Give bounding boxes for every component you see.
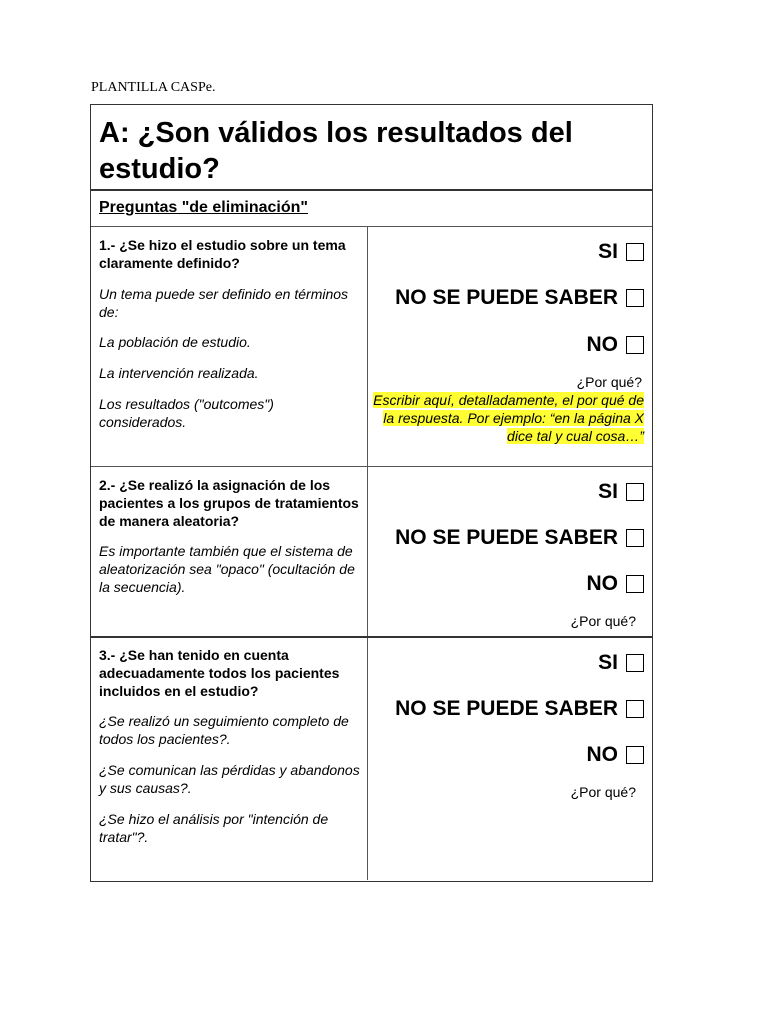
option-unknown[interactable]: [395, 697, 644, 721]
question-cell: [91, 638, 368, 880]
subsection-title: Preguntas "de eliminación": [99, 199, 308, 216]
option-label: NO SE PUEDE SABER: [395, 697, 618, 720]
option-yes[interactable]: [598, 480, 644, 504]
explanation-field[interactable]: [372, 391, 644, 445]
question-note: Un tema puede ser definido en términos de:: [99, 286, 349, 320]
question-hint: [99, 364, 361, 382]
option-no[interactable]: [587, 333, 645, 357]
section-title: A: ¿Son válidos los resultados del estudio?: [99, 117, 573, 185]
option-label: NO: [586, 333, 618, 356]
checkbox[interactable]: [626, 654, 644, 672]
question-row-1: [91, 227, 652, 467]
question-hint: [99, 542, 361, 596]
question-cell: [91, 227, 368, 466]
checkbox[interactable]: [626, 575, 644, 593]
why-label: ¿Por qué?: [570, 784, 636, 800]
question-title: 1.- ¿Se hizo el estudio sobre un tema claramente definido?: [99, 237, 346, 271]
checkbox[interactable]: [626, 700, 644, 718]
question-hint: [99, 395, 361, 431]
hint-text: La intervención realizada.: [99, 365, 259, 381]
explanation-text: Escribir aquí, detalladamente, el por qué de la respuesta. Por ejemplo: “en la página X dice tal y cual cosa…”: [373, 392, 644, 444]
why-label: ¿Por qué?: [570, 613, 636, 629]
section-header: [91, 105, 652, 191]
why-label: ¿Por qué?: [576, 374, 642, 390]
hint-text: Es importante también que el sistema de aleatorización sea "opaco" (ocultación de la secuencia).: [99, 543, 355, 595]
option-label: SI: [598, 480, 618, 503]
caspe-table: [90, 104, 653, 882]
option-label: NO: [586, 572, 618, 595]
option-unknown[interactable]: [395, 286, 644, 310]
question-row-3: [91, 638, 652, 880]
question-title: 3.- ¿Se han tenido en cuenta adecuadamente todos los pacientes incluidos en el estudio?: [99, 647, 340, 699]
option-unknown[interactable]: [395, 526, 644, 550]
subsection-header: [91, 191, 652, 227]
option-label: NO: [586, 743, 618, 766]
question-title: 2.- ¿Se realizó la asignación de los pacientes a los grupos de tratamientos de manera aleatoria?: [99, 477, 359, 529]
document-label: PLANTILLA CASPe.: [91, 80, 216, 95]
option-label: NO SE PUEDE SABER: [395, 286, 618, 309]
hint-text: Los resultados ("outcomes") considerados.: [99, 396, 274, 430]
checkbox[interactable]: [626, 289, 644, 307]
question-hint: [99, 810, 361, 846]
checkbox[interactable]: [626, 529, 644, 547]
question-hint: [99, 712, 361, 748]
checkbox[interactable]: [626, 746, 644, 764]
question-row-2: [91, 467, 652, 638]
question-cell: [91, 467, 368, 636]
answer-cell: [368, 638, 652, 880]
option-yes[interactable]: [598, 651, 644, 675]
option-no[interactable]: [587, 743, 645, 767]
hint-text: La población de estudio.: [99, 334, 251, 350]
option-label: SI: [598, 240, 618, 263]
question-hint: [99, 333, 361, 351]
option-label: SI: [598, 651, 618, 674]
option-yes[interactable]: [598, 240, 644, 264]
hint-text: ¿Se comunican las pérdidas y abandonos y sus causas?.: [99, 762, 360, 796]
question-hint: [99, 761, 361, 797]
hint-text: ¿Se hizo el análisis por "intención de tratar"?.: [99, 811, 329, 845]
hint-text: ¿Se realizó un seguimiento completo de todos los pacientes?.: [99, 713, 349, 747]
checkbox[interactable]: [626, 483, 644, 501]
option-no[interactable]: [587, 572, 645, 596]
checkbox[interactable]: [626, 243, 644, 261]
option-label: NO SE PUEDE SABER: [395, 526, 618, 549]
answer-cell: [368, 467, 652, 636]
answer-cell: [368, 227, 652, 466]
checkbox[interactable]: [626, 336, 644, 354]
